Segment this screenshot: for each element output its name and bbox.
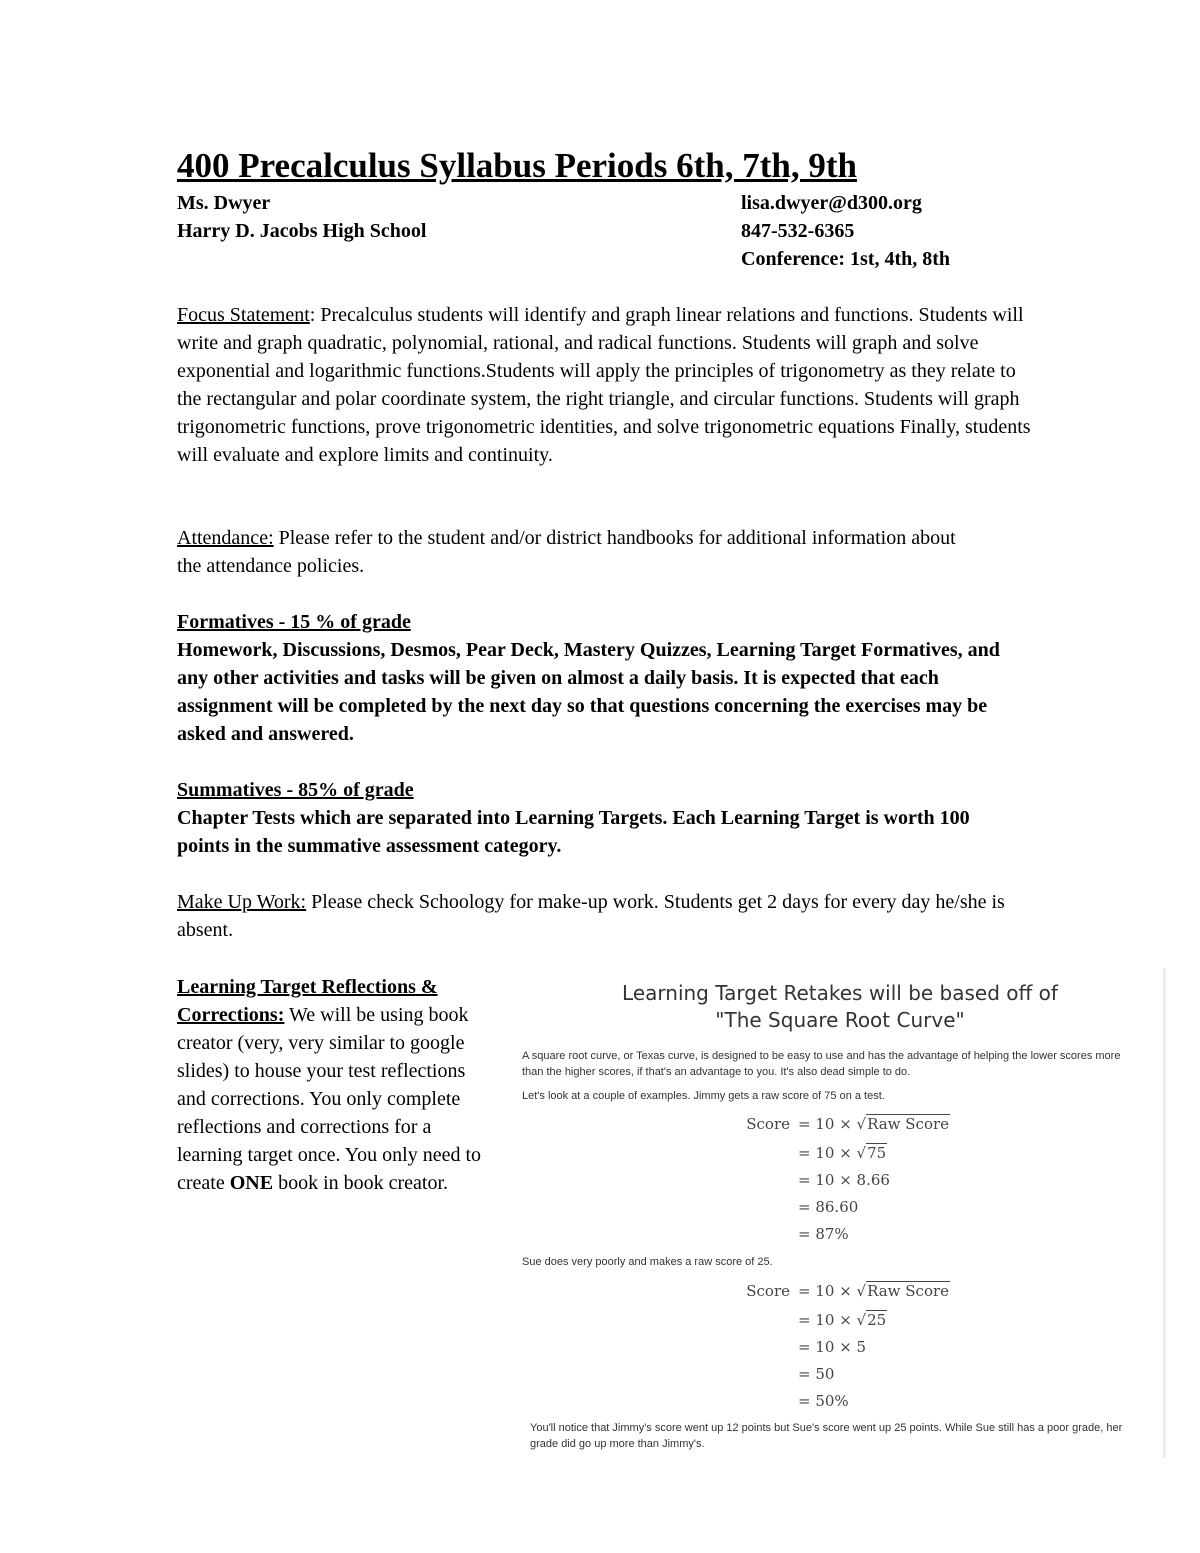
- learning-target-body-2: book in book creator.: [273, 1172, 449, 1194]
- conference-periods: Conference: 1st, 4th, 8th: [741, 248, 951, 270]
- example-1-step-5: = 87%: [798, 1225, 849, 1243]
- intro-line-2: than the higher scores, if that's an advantage to you. It's also dead simple to do.: [522, 1066, 911, 1078]
- example-1-lhs: Score: [746, 1115, 790, 1133]
- example-1-step-2-radicand: 75: [867, 1144, 887, 1162]
- intro-line-1: A square root curve, or Texas curve, is designed to be easy to use and has the advantage of helping the lower scores more: [522, 1050, 1121, 1062]
- example-2-step-2: = 10 × √25: [798, 1311, 887, 1329]
- image-title-line-2: "The Square Root Curve": [715, 1008, 965, 1032]
- focus-body: : Precalculus students will identify and graph linear relations and functions. Students will write and graph quadratic, polynomial, rational, and radical functions. Students will graph and solve exponential and logarithmic functions.Students will apply the principles of trigonometry as they relate to the rectangular and polar coordinate system, the right triangle, and circular functions. Students will graph trigonometric functions, prove trigonometric identities, and solve trigonometric equations Finally, students will evaluate and explore limits and continuity.: [177, 304, 1031, 466]
- example-2-step-1: = 10 × √Raw Score: [798, 1282, 950, 1300]
- formatives-heading: Formatives - 15 % of grade: [177, 611, 411, 633]
- teacher-phone: 847-532-6365: [741, 220, 855, 242]
- example-2-step-1-prefix: = 10 ×: [798, 1282, 857, 1300]
- learning-target-section: [177, 973, 497, 1197]
- attendance-heading: Attendance:: [177, 527, 274, 549]
- school-name: Harry D. Jacobs High School: [177, 220, 427, 242]
- example-1-step-2-prefix: = 10 ×: [798, 1144, 857, 1162]
- learning-target-emphasis: ONE: [229, 1172, 274, 1194]
- teacher-name: Ms. Dwyer: [177, 192, 271, 214]
- example-1-step-3: = 10 × 8.66: [798, 1171, 890, 1189]
- page-title: 400 Precalculus Syllabus Periods 6th, 7th, 9th: [177, 146, 857, 185]
- example-2-step-1-radicand: Raw Score: [867, 1282, 950, 1300]
- example-2-step-2-radicand: 25: [867, 1311, 887, 1329]
- summatives-heading: Summatives - 85% of grade: [177, 779, 414, 801]
- attendance-section: [177, 524, 957, 580]
- example-2-step-3: = 10 × 5: [798, 1338, 867, 1356]
- conclusion-line-2: grade did go up more than Jimmy's.: [530, 1438, 705, 1450]
- makeup-section: [177, 888, 1007, 944]
- learning-target-heading: Learning Target Reflections & Corrections:: [177, 976, 438, 1026]
- formatives-section: [177, 608, 1037, 748]
- conclusion-line-1: You'll notice that Jimmy's score went up 12 points but Sue's score went up 25 points. While Sue still has a poor grade, her: [530, 1422, 1123, 1434]
- attendance-body: Please refer to the student and/or district handbooks for additional information about the attendance policies.: [177, 527, 956, 577]
- example-2-intro: Sue does very poorly and makes a raw score of 25.: [522, 1256, 773, 1268]
- focus-heading: Focus Statement: [177, 304, 310, 326]
- image-title: [510, 980, 1166, 1034]
- example-1-intro: Let's look at a couple of examples. Jimmy gets a raw score of 75 on a test.: [522, 1090, 885, 1102]
- summatives-body: Chapter Tests which are separated into Learning Targets. Each Learning Target is worth 100 points in the summative assessment category.: [177, 807, 970, 857]
- summatives-section: [177, 776, 1037, 860]
- example-2-step-5: = 50%: [798, 1392, 849, 1410]
- focus-statement: [177, 301, 1037, 469]
- formatives-body: Homework, Discussions, Desmos, Pear Deck, Mastery Quizzes, Learning Target Formatives, and any other activities and tasks will be given on almost a daily basis. It is expected that each assignment will be completed by the next day so that questions concerning the exercises may be asked and answered.: [177, 639, 1000, 745]
- square-root-curve-image: [510, 968, 1166, 1458]
- example-1-step-1-prefix: = 10 ×: [798, 1115, 857, 1133]
- makeup-heading: Make Up Work:: [177, 891, 307, 913]
- example-1-step-4: = 86.60: [798, 1198, 859, 1216]
- image-title-line-1: Learning Target Retakes will be based off of: [622, 981, 1058, 1005]
- example-2-step-2-prefix: = 10 ×: [798, 1311, 857, 1329]
- makeup-body: Please check Schoology for make-up work. Students get 2 days for every day he/she is absent.: [177, 891, 1005, 941]
- example-1-step-2: = 10 × √75: [798, 1144, 887, 1162]
- example-2-lhs: Score: [746, 1282, 790, 1300]
- teacher-email: lisa.dwyer@d300.org: [741, 192, 922, 214]
- example-1-step-1-radicand: Raw Score: [867, 1115, 950, 1133]
- example-1-step-1: = 10 × √Raw Score: [798, 1115, 950, 1133]
- learning-target-body-1: We will be using book creator (very, very similar to google slides) to house your test reflections and corrections. You only complete reflections and corrections for a learning target once. You only need to create: [177, 1004, 482, 1194]
- example-2-step-4: = 50: [798, 1365, 835, 1383]
